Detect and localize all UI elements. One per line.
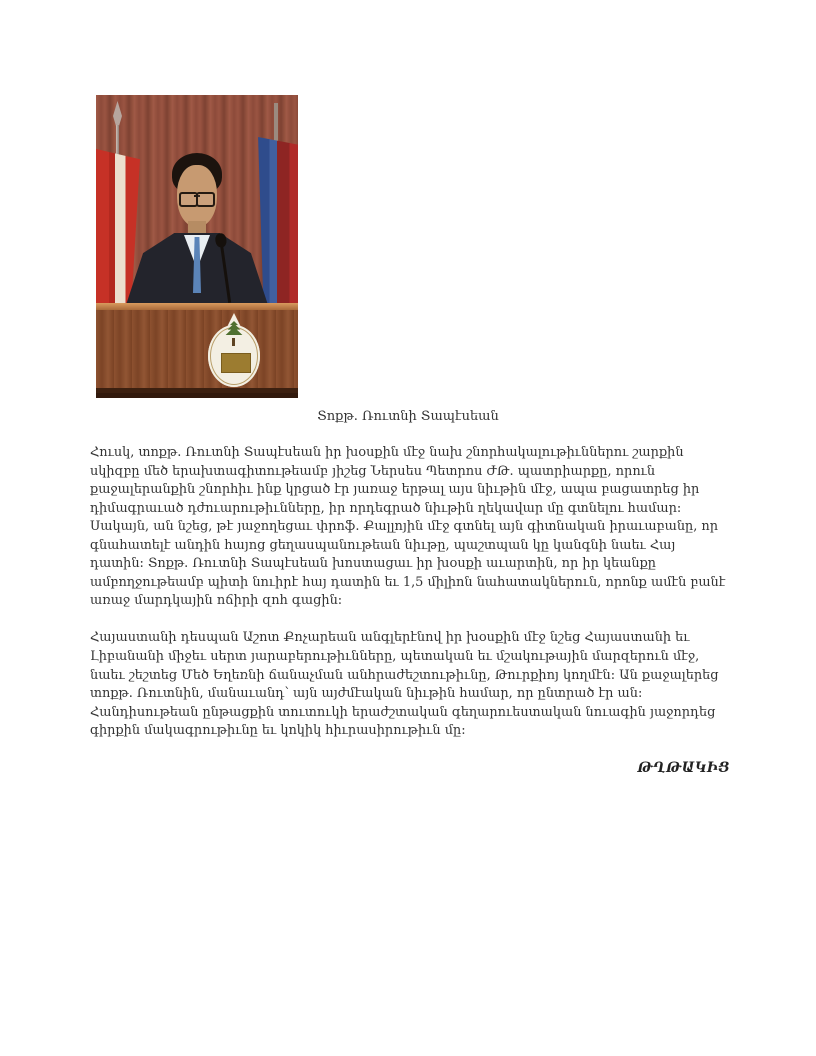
photo-caption: Տոքթ. Ռուտնի Տապէսեան xyxy=(317,409,499,424)
paragraph-2: Հայաստանի դեսպան Աշոտ Քոչարեան անգլերէնով իր խօսքին մէջ նշեց Հայաստանի եւ Լիբանանի միջեւ սերտ յարաբերութիւնները, պետական եւ մշակութային մարզերուն մէջ, նաեւ շեշտեց Մեծ Եղեռնի ճանաչման անհրաժեշտութիւնը, Թուրքիոյ կողմէն: Ան քաջալերեց տոքթ. Ռուտնին, մանաւանդ՝ այն այժմէական նիւթին համար, որ ընտրած էր ան: Հանդիսութեան ընթացքին տուտուկի երաժշտական գեղարուեստական նուագին յաջորդեց գիրքին մակագրութիւնը եւ կոկիկ հիւրասիրութիւն մը: xyxy=(90,630,719,739)
gold-plaque xyxy=(221,353,251,373)
podium-top-edge xyxy=(96,303,298,310)
photo-bottom-shadow xyxy=(96,393,298,398)
speaker-glasses xyxy=(179,192,215,203)
cedar-emblem xyxy=(208,313,260,387)
speaker-photo xyxy=(96,95,298,398)
paragraph-1: Հուսկ, տոքթ. Ռուտնի Տապէսեան իր խօսքին մէջ նախ շնորհակալութիւններու շարքին սկիզբը մեծ երախտագիտութեամբ յիշեց Ներսես Պետրոս ԺԹ. պատրիարքը, որուն քաջալերանքին շնորհիւ ինք կրցած էր յառաջ երթալ այս նիւթին մէջ, ապա բացատրեց իր դիմագրաւած դժուարութիւնները, իր որդեգրած նիւթին ղեկավար մը գտնելու համար: Սակայն, ան նշեց, թէ յաջողեցաւ փրոֆ. Քալլոյին մէջ գտնել այն գիտնական իրաւաբանը, որ գնահատելէ անդին հայոց ցեղասպանութեան նիւթը, պաշտպան կը կանգնի նաեւ Հայ դատին: Տոքթ. Ռուտնի Տապէսեան խոստացաւ իր խօսքի աւարտին, որ իր կեանքը ամբողջութեամբ պիտի նուիրէ հայ դատին եւ 1,5 միլիոն նահատակներուն, որոնք ամէն բանէ առաջ մարդկային ոճիրի զոհ գացին: xyxy=(90,445,726,609)
article-body xyxy=(90,444,730,778)
correspondent-signature: ԹՂԹԱԿԻՑ xyxy=(637,760,730,777)
podium xyxy=(96,303,298,398)
